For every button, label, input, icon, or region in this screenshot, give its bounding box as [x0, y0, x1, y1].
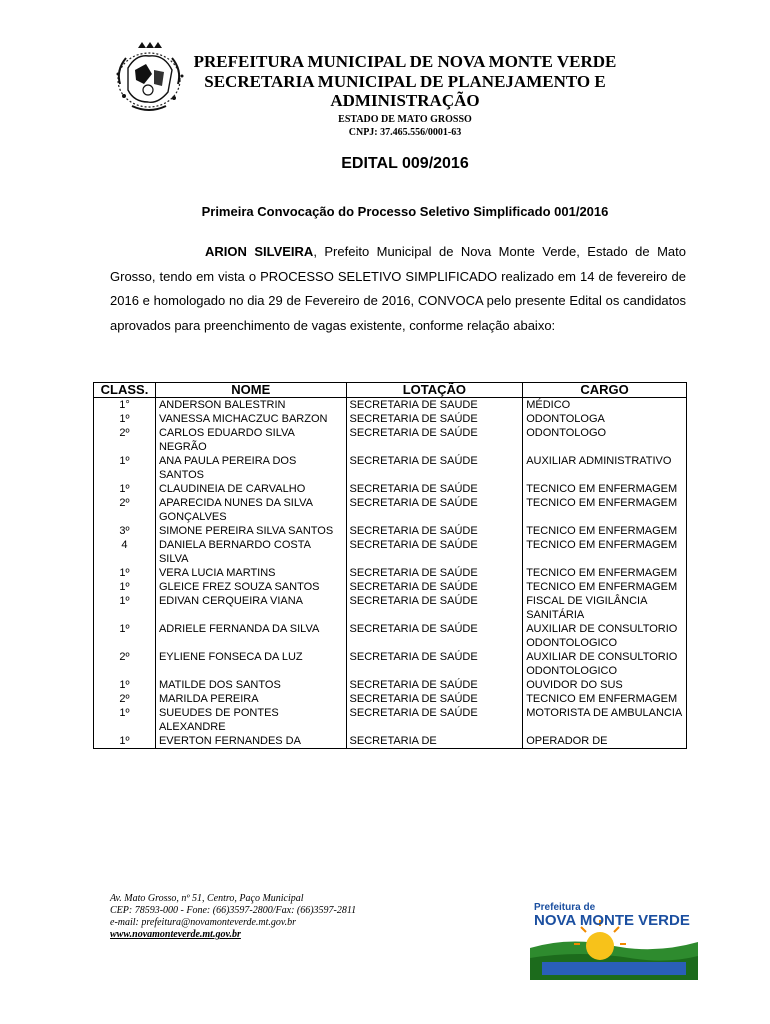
footer-contact — [110, 893, 440, 941]
row-name: ADRIELE FERNANDA DA SILVA — [155, 622, 346, 650]
row-location: SECRETARIA DE SAÚDE — [346, 678, 523, 692]
row-class: 3º — [94, 524, 156, 538]
row-class: 2º — [94, 426, 156, 454]
row-position: TECNICO EM ENFERMAGEM — [523, 580, 687, 594]
row-name: VANESSA MICHACZUC BARZON — [155, 412, 346, 426]
row-position: AUXILIAR DE CONSULTORIO ODONTOLOGICO — [523, 650, 687, 678]
header-class: CLASS. — [94, 383, 156, 398]
table-row — [94, 580, 687, 594]
candidates-table — [93, 382, 687, 749]
row-name: EYLIENE FONSECA DA LUZ — [155, 650, 346, 678]
mayor-name: ARION SILVEIRA — [205, 244, 314, 259]
row-position: TECNICO EM ENFERMAGEM — [523, 496, 687, 524]
row-position: MOTORISTA DE AMBULANCIA — [523, 706, 687, 734]
row-class: 1º — [94, 566, 156, 580]
row-name: CLAUDINEIA DE CARVALHO — [155, 482, 346, 496]
row-name: ANA PAULA PEREIRA DOS SANTOS — [155, 454, 346, 482]
table-row — [94, 622, 687, 650]
row-position: TECNICO EM ENFERMAGEM — [523, 692, 687, 706]
header-line-2: SECRETARIA MUNICIPAL DE PLANEJAMENTO E — [204, 71, 606, 91]
row-location: SECRETARIA DE — [346, 734, 523, 749]
table-header-row — [94, 383, 687, 398]
row-class: 1º — [94, 734, 156, 749]
header-name: NOME — [155, 383, 346, 398]
row-name: SUEUDES DE PONTES ALEXANDRE — [155, 706, 346, 734]
logo-top-text: Prefeitura de — [534, 902, 596, 913]
row-location: SECRETARIA DE SAÚDE — [346, 524, 523, 538]
intro-text: , Prefeito Municipal de Nova Monte Verde, Estado de Mato Grosso, tendo em vista o PROCESSO SELETIVO SIMPLIFICADO realizado em 14 de fevereiro de 2016 e homologado no dia 29 de Fevereiro de 2016, CONVOCA pelo presente Edital os candidatos aprovados para preenchimento de vagas existente, conforme relação abaixo: — [110, 244, 686, 333]
table-row — [94, 524, 687, 538]
row-name: EDIVAN CERQUEIRA VIANA — [155, 594, 346, 622]
row-location: SECRETARIA DE SAÚDE — [346, 706, 523, 734]
row-class: 2º — [94, 650, 156, 678]
document-subtitle: Primeira Convocação do Processo Seletivo Simplificado 001/2016 — [201, 204, 609, 219]
row-class: 1° — [94, 398, 156, 413]
row-position: AUXILIAR ADMINISTRATIVO — [523, 454, 687, 482]
table-row — [94, 482, 687, 496]
letterhead — [190, 52, 620, 139]
row-position: TECNICO EM ENFERMAGEM — [523, 538, 687, 566]
row-location: SECRETARIA DE SAÚDE — [346, 482, 523, 496]
row-position: TECNICO EM ENFERMAGEM — [523, 482, 687, 496]
row-position: FISCAL DE VIGILÂNCIA SANITÁRIA — [523, 594, 687, 622]
row-location: SECRETARIA DE SAÚDE — [346, 566, 523, 580]
intro-paragraph — [110, 240, 686, 338]
table-row — [94, 426, 687, 454]
row-name: VERA LUCIA MARTINS — [155, 566, 346, 580]
row-name: APARECIDA NUNES DA SILVA GONÇALVES — [155, 496, 346, 524]
row-location: SECRETARIA DE SAÚDE — [346, 650, 523, 678]
row-location: SECRETARIA DE SAÚDE — [346, 580, 523, 594]
row-name: ANDERSON BALESTRIN — [155, 398, 346, 413]
logo-name-text: NOVA MONTE VERDE — [534, 912, 690, 929]
footer-website-link[interactable]: www.novamonteverde.mt.gov.br — [110, 929, 241, 940]
table-row — [94, 734, 687, 749]
row-location: SECRETARIA DE SAÚDE — [346, 412, 523, 426]
footer-email: e-mail: prefeitura@novamonteverde.mt.gov.br — [110, 917, 297, 928]
row-location: SECRETARIA DE SAÚDE — [346, 496, 523, 524]
row-name: SIMONE PEREIRA SILVA SANTOS — [155, 524, 346, 538]
document-title: EDITAL 009/2016 — [341, 155, 469, 172]
table-row — [94, 650, 687, 678]
table-row — [94, 566, 687, 580]
footer-phone: CEP: 78593-000 - Fone: (66)3597-2800/Fax: (66)3597-2811 — [110, 905, 357, 916]
row-class: 4 — [94, 538, 156, 566]
row-class: 1º — [94, 622, 156, 650]
row-location: SECRETARIA DE SAÚDE — [346, 622, 523, 650]
row-position: TECNICO EM ENFERMAGEM — [523, 524, 687, 538]
row-location: SECRETARIA DE SAÚDE — [346, 594, 523, 622]
row-position: AUXILIAR DE CONSULTORIO ODONTOLOGICO — [523, 622, 687, 650]
row-class: 1º — [94, 706, 156, 734]
header-state: ESTADO DE MATO GROSSO — [338, 113, 472, 125]
row-class: 1º — [94, 678, 156, 692]
row-name: MARILDA PEREIRA — [155, 692, 346, 706]
footer-address: Av. Mato Grosso, nº 51, Centro, Paço Municipal — [110, 893, 304, 904]
row-name: GLEICE FREZ SOUZA SANTOS — [155, 580, 346, 594]
table-row — [94, 692, 687, 706]
municipality-logo — [530, 896, 698, 980]
row-class: 1º — [94, 482, 156, 496]
municipal-crest-icon — [108, 40, 190, 116]
table-row — [94, 538, 687, 566]
row-class: 1º — [94, 594, 156, 622]
row-name: EVERTON FERNANDES DA — [155, 734, 346, 749]
table-row — [94, 706, 687, 734]
table-row — [94, 678, 687, 692]
table-row — [94, 454, 687, 482]
row-location: SECRETARIA DE SAÚDE — [346, 454, 523, 482]
row-location: SECRETARIA DE SAÚDE — [346, 538, 523, 566]
header-line-3: ADMINISTRAÇÃO — [330, 91, 480, 110]
row-position: OPERADOR DE — [523, 734, 687, 749]
row-position: TECNICO EM ENFERMAGEM — [523, 566, 687, 580]
row-position: MÉDICO — [523, 398, 687, 413]
row-position: OUVIDOR DO SUS — [523, 678, 687, 692]
table-row — [94, 594, 687, 622]
row-name: MATILDE DOS SANTOS — [155, 678, 346, 692]
row-name: DANIELA BERNARDO COSTA SILVA — [155, 538, 346, 566]
table-row — [94, 496, 687, 524]
row-class: 1º — [94, 580, 156, 594]
row-class: 1º — [94, 412, 156, 426]
table-row — [94, 412, 687, 426]
row-class: 1º — [94, 454, 156, 482]
row-position: ODONTOLOGA — [523, 412, 687, 426]
row-location: SECRETARIA DE SAUDE — [346, 398, 523, 413]
row-class: 2º — [94, 496, 156, 524]
table-row — [94, 398, 687, 413]
row-location: SECRETARIA DE SAÚDE — [346, 692, 523, 706]
row-location: SECRETARIA DE SAÚDE — [346, 426, 523, 454]
header-location: LOTAÇÃO — [346, 383, 523, 398]
row-position: ODONTOLOGO — [523, 426, 687, 454]
row-class: 2º — [94, 692, 156, 706]
header-cnpj: CNPJ: 37.465.556/0001-63 — [348, 126, 462, 138]
header-position: CARGO — [523, 383, 687, 398]
row-name: CARLOS EDUARDO SILVA NEGRÃO — [155, 426, 346, 454]
header-line-1: PREFEITURA MUNICIPAL DE NOVA MONTE VERDE — [193, 52, 617, 71]
